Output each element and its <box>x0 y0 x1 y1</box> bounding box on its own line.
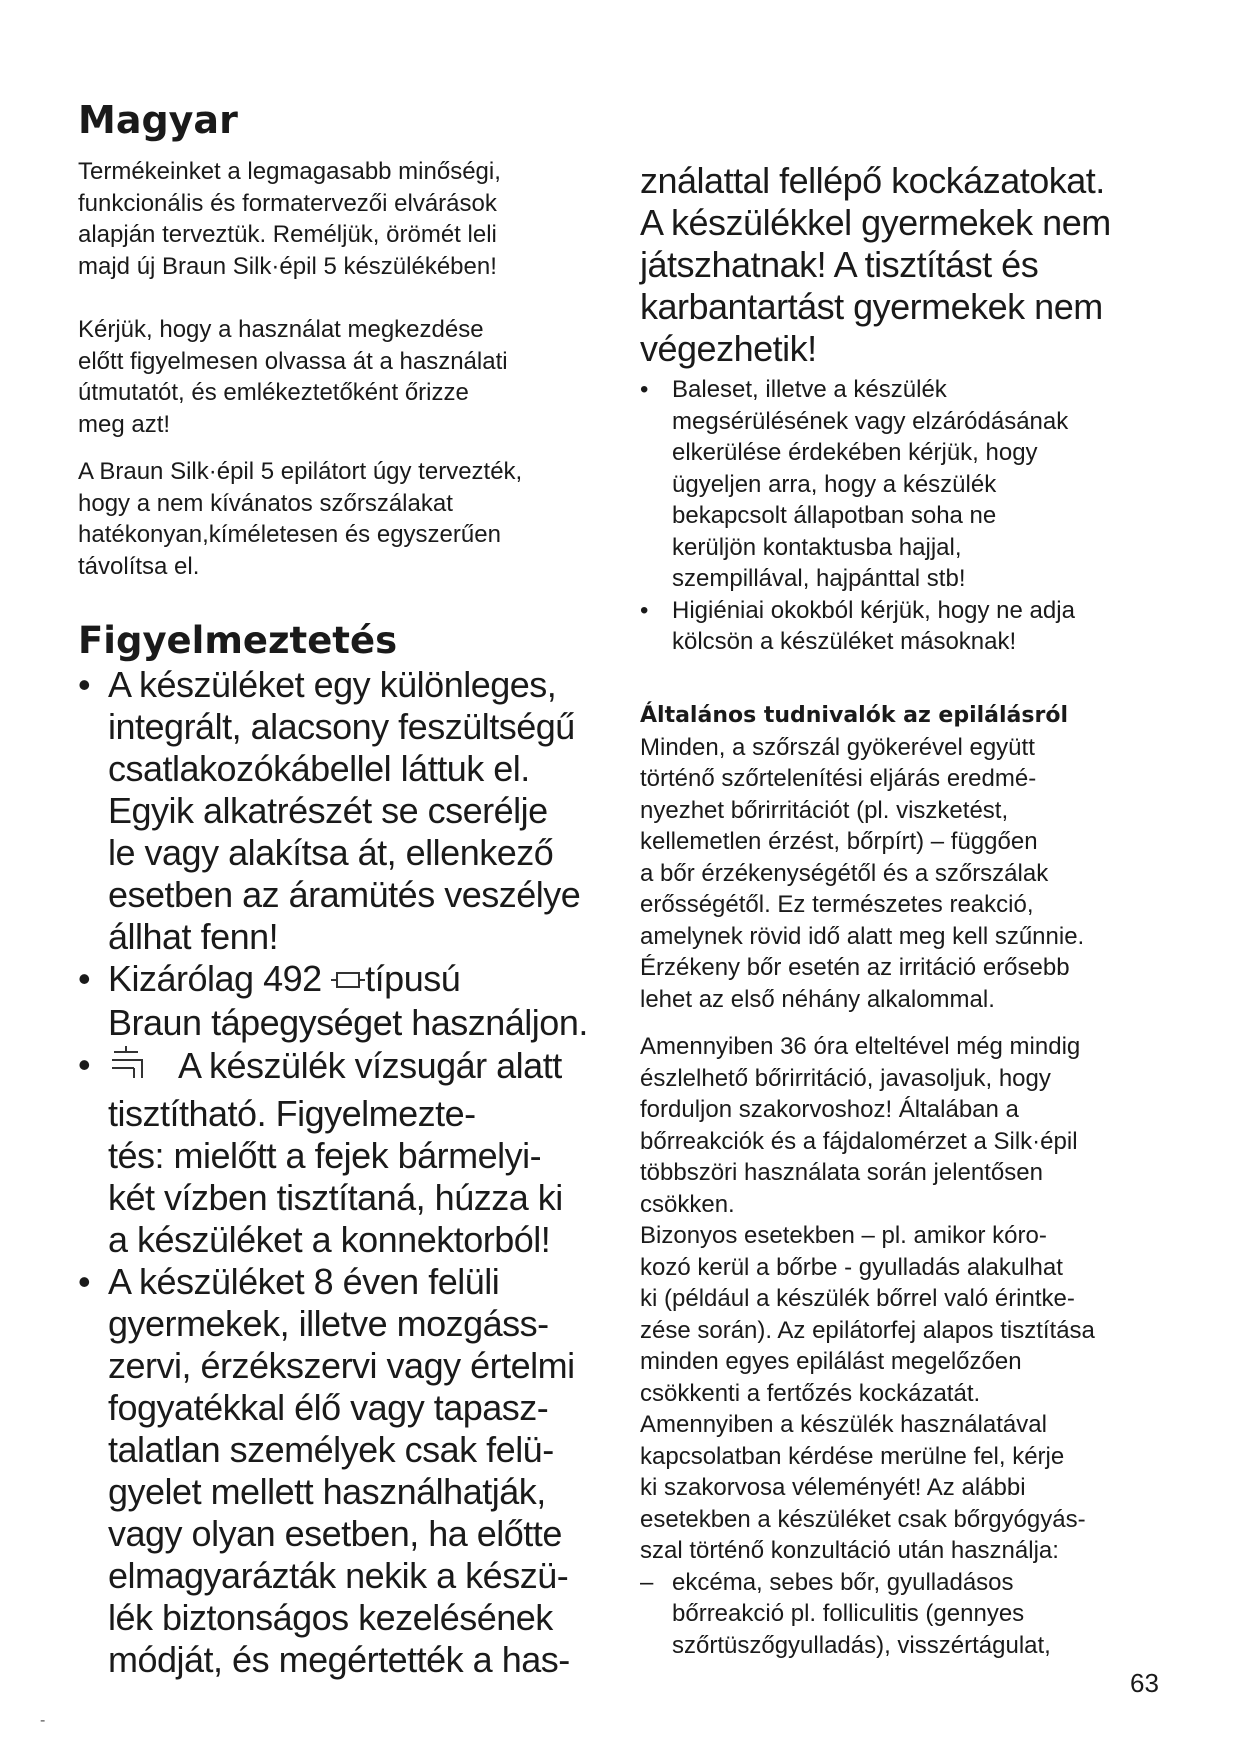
warning-item: • A készüléket egy különleges, integrált, alacsony feszültségű csatlakozókábellel láttuk el. Egyik alkatrészét se cserélje le vagy alakítsa át, ellenkező esetben az áramütés veszélye állhat fenn! <box>78 664 638 958</box>
intro-paragraph: Termékeinket a legmagasabb minőségi, funkcionális és formatervezői elvárások alapján terveztük. Reméljük, örömét leli majd új Braun Silk·épil 5 készülékében! <box>78 158 501 280</box>
warning-2-rest: Braun tápegységet használjon. <box>108 1002 588 1044</box>
right-column <box>640 160 1180 1661</box>
contraindication-item: – ekcéma, sebes bőr, gyulladásos bőrreakció pl. folliculitis (gennyes szőrtüszőgyulladás), visszértágulat, <box>640 1567 1180 1662</box>
warning-item <box>78 958 638 1044</box>
water-tap-icon <box>108 1044 152 1093</box>
warning-2-type: típusú <box>365 958 461 999</box>
contraindication-list <box>640 1567 1180 1662</box>
safety-bullet-list <box>640 374 1180 658</box>
warning-3-first: A készülék vízsugár alatt <box>178 1045 562 1087</box>
safety-bullet: • Baleset, illetve a készülék megsérülésének vagy elzáródásának elkerülése érdekében kérjük, hogy ügyeljen arra, hogy a készülék bekapcsolt állapotban soha ne kerüljön kontaktusba hajjal, szempillával, hajpánttal stb! <box>640 374 1180 595</box>
safety-bullet: • Higiéniai okokból kérjük, hogy ne adja kölcsön a készüléket másoknak! <box>640 595 1180 658</box>
warning-item: • A készüléket 8 éven felüli gyermekek, illetve mozgáss- zervi, érzékszervi vagy értelmi fogyatékkal élő vagy tapasz- talatlan személyek csak felü- gyelet mellett használhatják, vagy olyan esetben, ha előtte elmagyarázták nekik a készü- lék biztonságos kezelésének módját, és megértették a has- <box>78 1261 638 1681</box>
warning-heading: Figyelmeztetés <box>78 619 398 662</box>
read-notice-paragraph: Kérjük, hogy a használat megkezdése előtt figyelmesen olvassa át a használati útmutatót, és emlékeztetőként őrizze meg azt! <box>78 316 508 438</box>
general-info-paragraph-2: Amennyiben 36 óra elteltével még mindig észlelhető bőrirritáció, javasoljuk, hogy forduljon szakorvoshoz! Általában a bőrreakciók és a fájdalomérzet a Silk·épil többszöri használata során jelentősen csökken. Bizonyos esetekben – pl. amikor kóro- kozó kerül a bőrbe - gyulladás alakulhat ki (például a készülék bőrrel való érintke- zése során). Az epilátorfej alapos tisztítása minden egyes epilálást megelőzően csökkenti a fertőzés kockázatát. Amennyiben a készülék használatával kapcsolatban kérdése merülne fel, kérje ki szakorvosa véleményét! Az alábbi esetekben a készüléket csak bőrgyógyás- szal történő konzultáció után használja: <box>640 1033 1095 1564</box>
page-number: 63 <box>1130 1668 1159 1698</box>
general-info-heading: Általános tudnivalók az epilálásról <box>640 702 1069 728</box>
plug-symbol-icon <box>331 960 365 1002</box>
left-column <box>78 96 638 1681</box>
page-title: Magyar <box>78 98 238 142</box>
general-info-paragraph-1: Minden, a szőrszál gyökerével együtt történő szőrtelenítési eljárás eredmé- nyezhet bőrirritációt (pl. viszketést, kellemetlen érzést, bőrpírt) – függően a bőr érzékenységétől és a szőrszálak erősségétől. Ez természetes reakció, amelynek rövid idő alatt meg kell szűnnie. Érzékeny bőr esetén az irritáció erősebb lehet az első néhány alkalommal. <box>640 733 1085 1013</box>
warning-3-rest: tisztítható. Figyelmezte- tés: mielőtt a fejek bármelyi- két vízben tisztítaná, húzza ki a készüléket a konnektorból! <box>108 1093 563 1261</box>
warning-2-prefix: Kizárólag 492 <box>108 958 322 999</box>
warning-item <box>78 1044 638 1261</box>
purpose-paragraph: A Braun Silk·épil 5 epilátort úgy tervezték, hogy a nem kívánatos szőrszálakat hatékonyan,kíméletesen és egyszerűen távolítsa el. <box>78 458 523 580</box>
warning-list <box>78 664 638 1681</box>
continued-warning: ználattal fellépő kockázatokat. A készülékkel gyermekek nem játszhatnak! A tisztítást és karbantartást gyermekek nem végezhetik! <box>640 160 1111 369</box>
footer-mark: - <box>40 1712 46 1729</box>
